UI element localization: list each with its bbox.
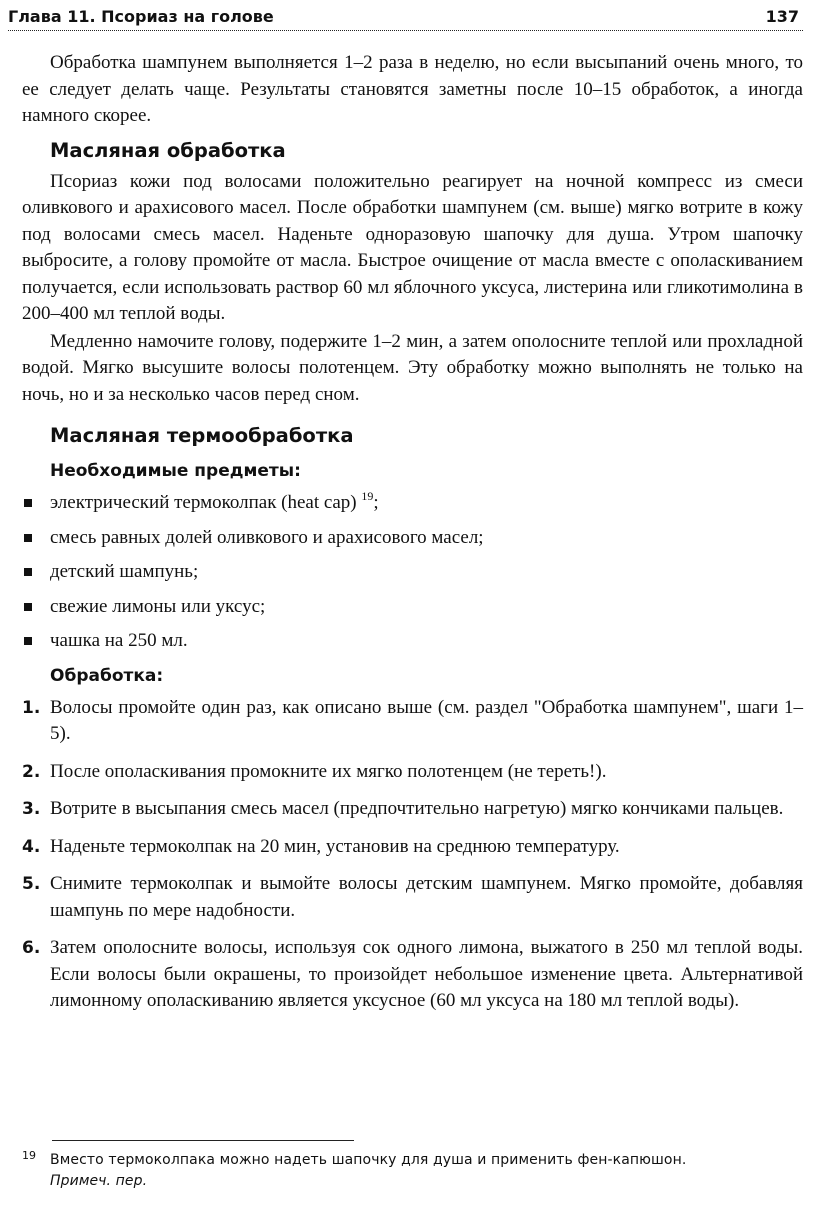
steps-list (22, 695, 803, 1015)
items-heading: Необходимые предметы: (50, 461, 301, 481)
step-number: 2. (22, 761, 41, 782)
list-item (22, 490, 803, 516)
step-item (22, 695, 803, 748)
footnote-body (22, 1150, 803, 1192)
step-number: 3. (22, 799, 41, 819)
step-text: После ополаскивания промокните их мягко полотенцем (не тереть!). (50, 760, 607, 782)
procedure-heading: Обработка: (50, 665, 164, 686)
footnote (22, 1150, 803, 1192)
step-item (22, 796, 803, 823)
oil-paragraph-1: Псориаз кожи под волосами положительно реагирует на ночной компресс из смеси оливкового и арахисового масел. После обработки шампунем (см. выше) мягко вотрите в кожу под волосами смесь масел. Наденьте одноразовую шапочку для душа. Утром шапочку выбросите, а голову промойте от масла. Быстрое очищение от масла вместе с ополаскиванием получается, если использовать раствор 60 мл яблочного уксуса, листерина или гликотимолина в 200–400 мл теплой воды. (22, 170, 803, 324)
bullet-square-icon (24, 568, 32, 576)
page-body (22, 50, 803, 1026)
bullet-square-icon (24, 499, 32, 507)
oil-paragraph-2: Медленно намочите голову, подержите 1–2 мин, а затем ополосните теплой или прохладной водой. Мягко высушите волосы полотенцем. Эту обработку можно выполнять не только на ночь, но и за несколько часов перед сном. (22, 330, 803, 405)
step-text: Волосы промойте один раз, как описано выше (см. раздел "Обработка шампунем", шаги 1–5). (50, 696, 803, 744)
list-item-text: электрический термоколпак (heat cap) (50, 492, 357, 513)
step-text: Вотрите в высыпания смесь масел (предпочтительно нагретую) мягко кончиками пальцев. (50, 798, 784, 819)
footnote-divider (52, 1140, 354, 1141)
footnote-text: Вместо термоколпака можно надеть шапочку для душа и применить фен-капюшон. (50, 1152, 687, 1168)
footnote-mark: 19 (22, 1149, 36, 1162)
bullet-square-icon (24, 603, 32, 611)
step-number: 4. (22, 836, 41, 857)
step-item (22, 871, 803, 924)
bullet-square-icon (24, 637, 32, 645)
step-text: Затем ополосните волосы, используя сок одного лимона, выжатого в 250 мл теплой воды. Если волосы были окрашены, то произойдет небольшое изменение цвета. Альтернативой лимонному ополаскиванию является уксусное (60 мл уксуса на 180 мл теплой воды). (50, 937, 803, 1011)
step-number: 5. (22, 874, 41, 894)
intro-paragraph: Обработка шампунем выполняется 1–2 раза в неделю, но если высыпаний очень много, то ее следует делать чаще. Результаты становятся заметны после 10–15 обработок, а иногда намного скорее. (22, 52, 803, 126)
items-list (22, 490, 803, 654)
list-item-tail: ; (373, 492, 379, 513)
step-item (22, 935, 803, 1015)
list-item (22, 559, 803, 585)
step-text: Снимите термоколпак и вымойте волосы детским шампунем. Мягко промойте, добавляя шампунь по мере надобности. (50, 873, 803, 921)
list-item-text: смесь равных долей оливкового и арахисового масел; (50, 526, 484, 548)
step-item (22, 834, 803, 861)
step-item (22, 759, 803, 786)
footnote-ref: 19 (361, 489, 374, 503)
list-item (22, 628, 803, 654)
section-heading-thermo: Масляная термообработка (50, 424, 354, 447)
list-item-text: детский шампунь; (50, 561, 199, 582)
list-item-text: свежие лимоны или уксус; (50, 595, 266, 617)
list-item (22, 525, 803, 551)
step-number: 1. (22, 697, 41, 718)
bullet-square-icon (24, 534, 32, 542)
translator-note: Примеч. пер. (50, 1173, 148, 1189)
running-header (8, 6, 803, 31)
list-item-text: чашка на 250 мл. (50, 630, 188, 651)
list-item (22, 594, 803, 620)
chapter-title: Глава 11. Псориаз на голове (8, 7, 274, 26)
page-number: 137 (765, 7, 799, 26)
step-number: 6. (22, 938, 41, 958)
section-heading-oil: Масляная обработка (50, 138, 286, 162)
step-text: Наденьте термоколпак на 20 мин, установив на среднюю температуру. (50, 835, 620, 857)
